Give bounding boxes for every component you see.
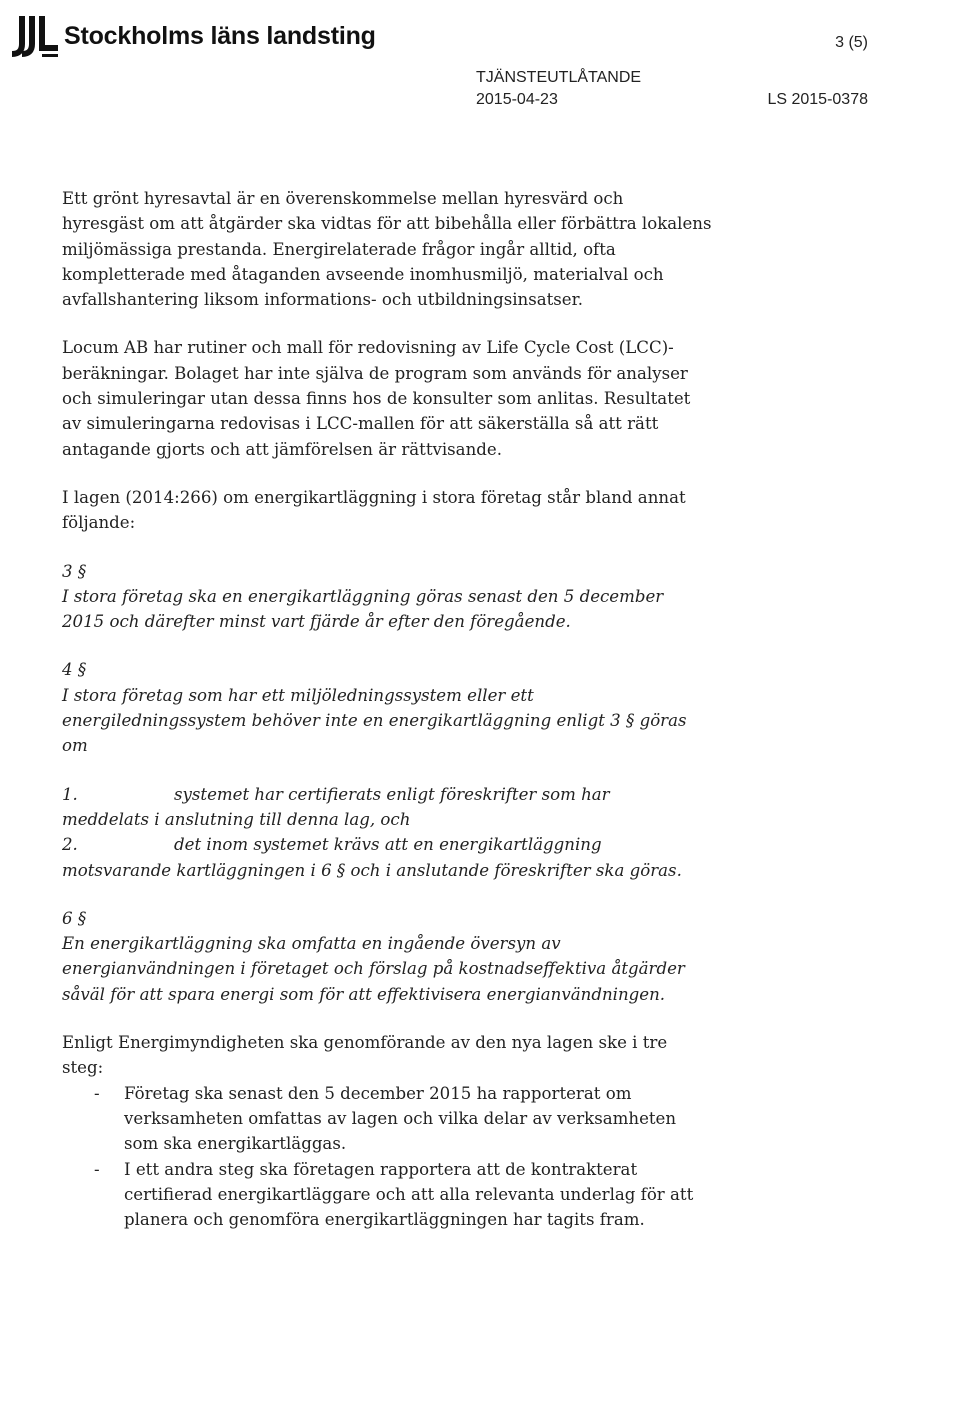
section-3-heading: 3 § (62, 561, 87, 581)
section-3: 3 § I stora företag ska en energikartläggning göras senast den 5 december 2015 och därefter minst vart fjärde år efter den föregående. (62, 561, 664, 632)
section-4-list: 1. systemet har certifierats enligt föreskrifter som har meddelats i anslutning till denna lag, och 2. det inom systemet krävs att en energikartläggning motsvarande kartläggningen i 6 § och i anslutande föreskrifter ska göras. (62, 782, 722, 883)
section-6: 6 § En energikartläggning ska omfatta en ingående översyn av energianvändningen i företaget och förslag på kostnadseffektiva åtgärder såväl för att spara energi som för att effektivisera energianvändningen. (62, 908, 685, 1004)
logo-icon (8, 14, 60, 58)
org-name: Stockholms läns landsting (64, 22, 376, 50)
section-6-heading: 6 § (62, 908, 87, 928)
document-date: 2015-04-23 (476, 91, 558, 108)
paragraph-green-lease: Ett grönt hyresavtal är en överenskommelse mellan hyresvärd och hyresgäst om att åtgärder ska vidtas för att bibehålla eller förbättra lokalens miljömässiga prestanda. Energirelaterade frågor ingår alltid, ofta kompletterade med åtaganden avseende inomhusmiljö, materialval och avfallshantering liksom informations- och utbildningsinsatser. (62, 189, 712, 310)
bullet-item: - I ett andra steg ska företagen rapportera att de kontrakterat certifierad energikartläggare och att alla relevanta underlag för att planera och genomföra energikartläggningen har tagits fram. (94, 1159, 694, 1230)
paragraph-lcc: Locum AB har rutiner och mall för redovisning av Life Cycle Cost (LCC)- beräkningar. Bolaget har inte själva de program som används för analyser och simuleringar utan dessa finns hos de konsulter som anlitas. Resultatet av simuleringarna redovisas i LCC-mallen för att säkerställa så att rätt antagande gjorts och att jämförelsen är rättvisande. (62, 338, 691, 459)
document-type: TJÄNSTEUTLÅTANDE (476, 69, 642, 86)
paragraph-law-intro: I lagen (2014:266) om energikartläggning i stora företag står bland annat följande: (62, 487, 686, 533)
bullet-item: - Företag ska senast den 5 december 2015 ha rapporterat om verksamheten omfattas av lagen och vilka delar av verksamheten som ska energikartläggas. (94, 1083, 677, 1154)
paragraph-steps: Enligt Energimyndigheten ska genomförande av den nya lagen ske i tre steg: (62, 1033, 668, 1078)
section-4: 4 § I stora företag som har ett miljöledningssystem eller ett energiledningssystem behöver inte en energikartläggning enligt 3 § göras om (62, 660, 687, 756)
document-body (62, 186, 722, 1232)
section-4-heading: 4 § (62, 660, 87, 680)
page-number: 3 (5) (835, 34, 868, 51)
list-item: 2. det inom systemet krävs att en energikartläggning (62, 835, 602, 855)
list-item: 1. systemet har certifierats enligt föreskrifter som har (62, 784, 610, 804)
document-reference: LS 2015-0378 (767, 91, 868, 108)
